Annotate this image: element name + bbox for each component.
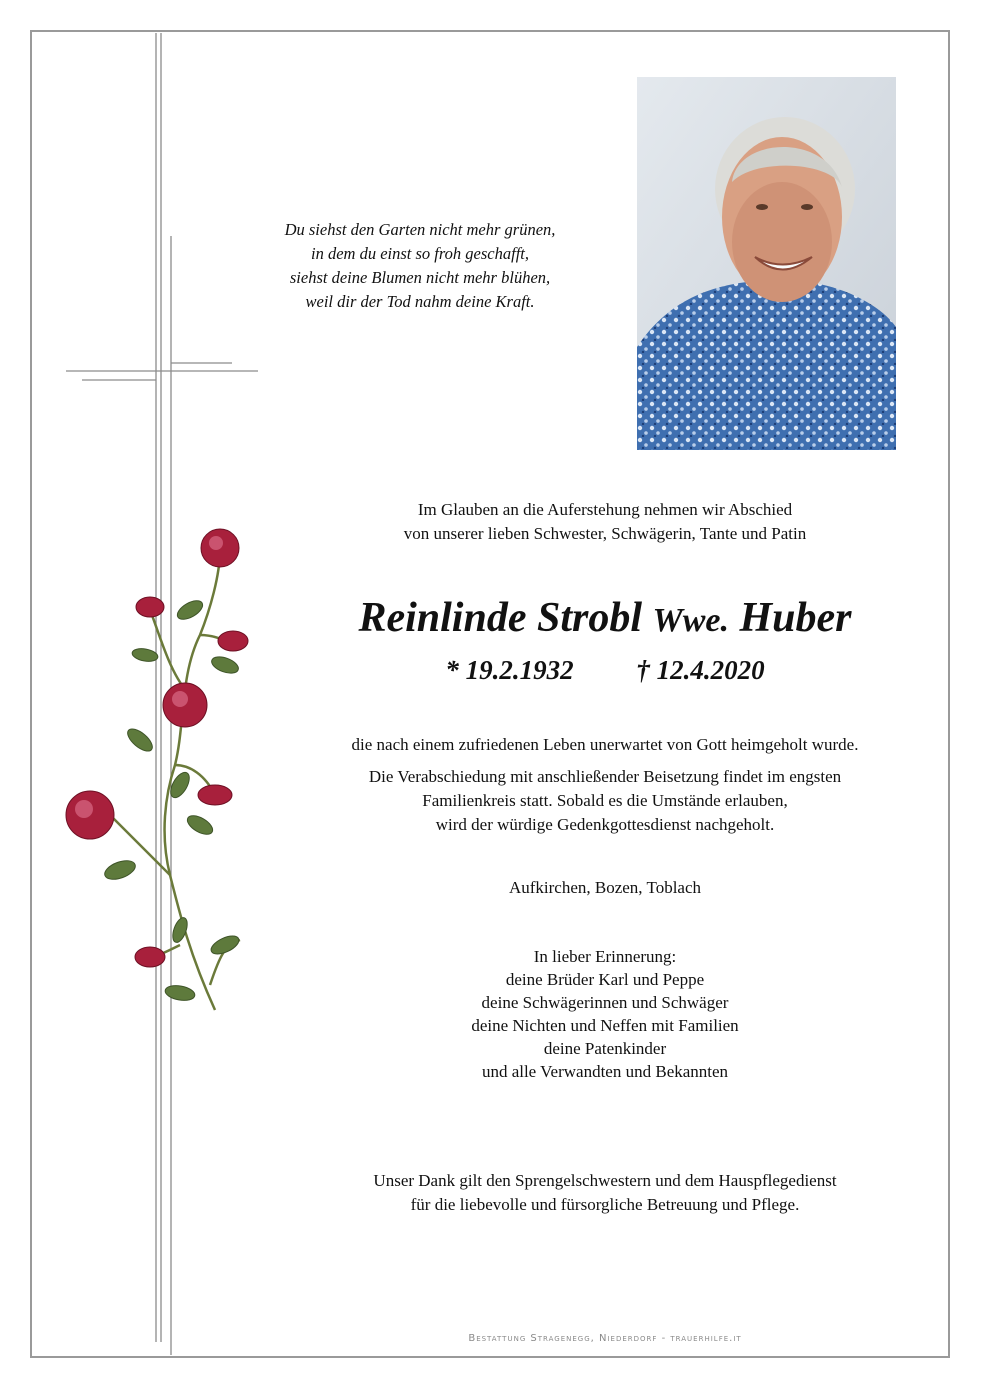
places: Aufkirchen, Bozen, Toblach: [508, 878, 702, 897]
name-main: Reinlinde Strobl: [358, 595, 643, 641]
birth-date: * 19.2.1932: [445, 655, 574, 685]
footer-credit: Bestattung Stragenegg, Niederdorf - trauerhilfe.it: [468, 1333, 742, 1344]
portrait-photo: [637, 77, 896, 450]
poem-line: in dem du einst so froh geschafft,: [311, 244, 529, 263]
life-dates: [300, 652, 910, 688]
thanks-line: Unser Dank gilt den Sprengelschwestern und dem Hauspflegedienst: [373, 1171, 837, 1190]
intro-line: Im Glauben an die Auferstehung nehmen wir Abschied: [417, 500, 793, 519]
thanks-text: [300, 1169, 910, 1217]
mourners-line: deine Nichten und Neffen mit Familien: [471, 1016, 739, 1035]
intro-line: von unserer lieben Schwester, Schwägerin, Tante und Patin: [403, 524, 807, 543]
poem-line: siehst deine Blumen nicht mehr blühen,: [289, 268, 551, 287]
deceased-name: [300, 590, 910, 649]
name-maiden: Huber: [739, 595, 852, 641]
poem-line: weil dir der Tod nahm deine Kraft.: [305, 292, 535, 311]
thanks-line: für die liebevolle und fürsorgliche Betreuung und Pflege.: [410, 1195, 800, 1214]
death-date: † 12.4.2020: [636, 655, 765, 685]
mourners-line: und alle Verwandten und Bekannten: [481, 1062, 729, 1081]
rose-branch-illustration: [50, 515, 260, 1025]
mourners-line: deine Schwägerinnen und Schwäger: [481, 993, 729, 1012]
mourners-line: In lieber Erinnerung:: [533, 947, 677, 966]
mourners-list: [300, 945, 910, 1083]
announcement-text: [300, 733, 910, 837]
body-line: Die Verabschiedung mit anschließender Beisetzung findet im engsten: [368, 767, 842, 786]
mourners-line: deine Brüder Karl und Peppe: [505, 970, 705, 989]
poem-line: Du siehst den Garten nicht mehr grünen,: [284, 220, 556, 239]
body-line: wird der würdige Gedenkgottesdienst nachgeholt.: [435, 815, 775, 834]
name-widow: Wwe.: [652, 602, 730, 639]
body-line: die nach einem zufriedenen Leben unerwartet von Gott heimgeholt wurde.: [351, 735, 859, 754]
intro-text: [300, 498, 910, 546]
poem: [260, 218, 580, 314]
mourners-line: deine Patenkinder: [543, 1039, 667, 1058]
body-line: Familienkreis statt. Sobald es die Umstände erlauben,: [422, 791, 788, 810]
